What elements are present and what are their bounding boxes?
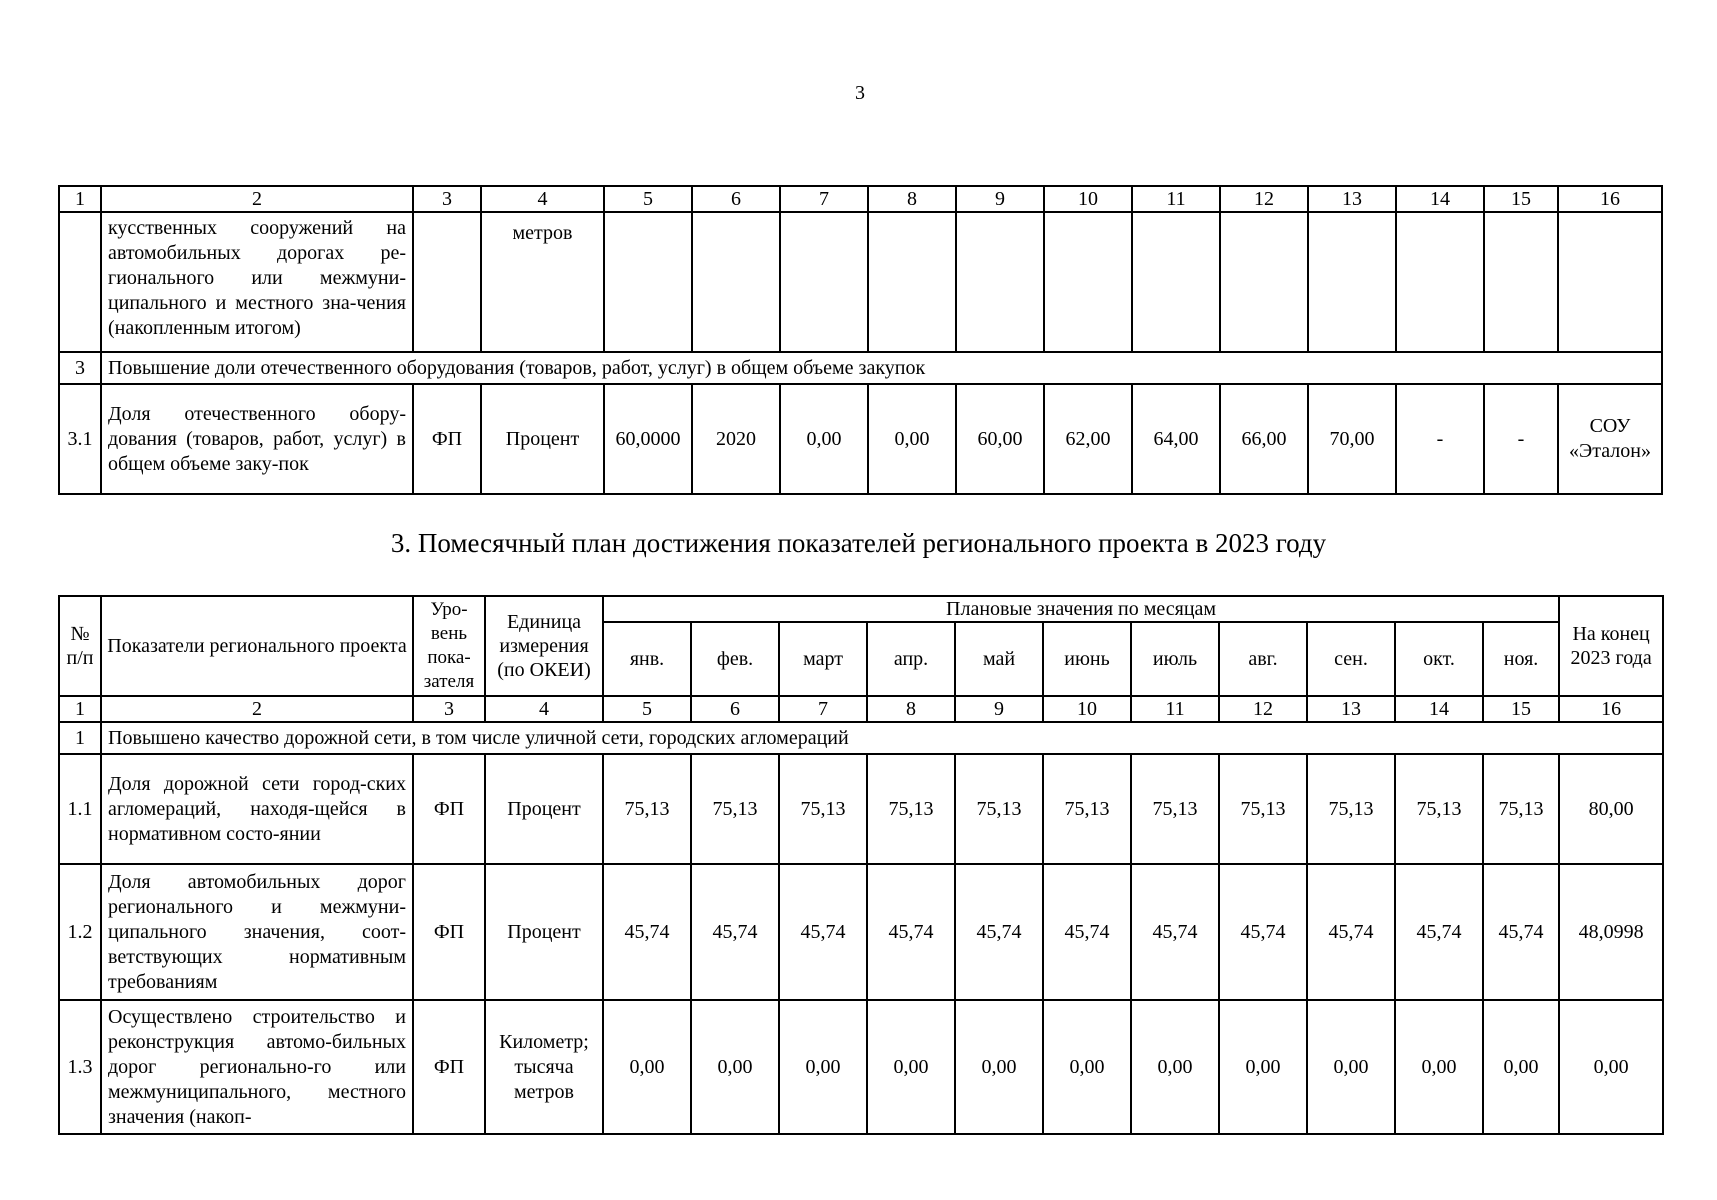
- value-cell: 45,74: [1483, 864, 1559, 1000]
- value-cell: 66,00: [1220, 384, 1308, 494]
- value-cell: -: [1396, 384, 1484, 494]
- column-number: 4: [485, 696, 603, 722]
- unit-cell: Километр; тысяча метров: [485, 1000, 603, 1134]
- row-number: 3.1: [59, 384, 101, 494]
- column-number: 10: [1043, 696, 1131, 722]
- indicator-name: Доля отечественного обору-дования (товаров, работ, услуг) в общем объеме заку-пок: [101, 384, 413, 494]
- column-number: 4: [481, 186, 604, 212]
- value-cell: 45,74: [691, 864, 779, 1000]
- level-cell: ФП: [413, 384, 481, 494]
- value-cell: 45,74: [867, 864, 955, 1000]
- table-row: [59, 212, 1662, 352]
- column-number: 3: [413, 186, 481, 212]
- indicator-name: Доля автомобильных дорог регионального и межмуни-ципального значения, соот-ветствующих нормативным требованиям: [101, 864, 413, 1000]
- row-number: 1.1: [59, 754, 101, 864]
- level-cell: ФП: [413, 864, 485, 1000]
- column-number: 8: [868, 186, 956, 212]
- header-indicator: Показатели регионального проекта: [101, 596, 413, 696]
- level-cell: ФП: [413, 1000, 485, 1134]
- month-header: фев.: [691, 622, 779, 696]
- value-cell: 0,00: [1043, 1000, 1131, 1134]
- value-cell: 0,00: [780, 384, 868, 494]
- table-row: [59, 384, 1662, 494]
- value-cell: 75,13: [955, 754, 1043, 864]
- value-cell: 0,00: [868, 384, 956, 494]
- unit-cell: метров: [481, 212, 604, 352]
- header-planned: Плановые значения по месяцам: [603, 596, 1559, 622]
- value-cell: 75,13: [1043, 754, 1131, 864]
- column-number: 1: [59, 696, 101, 722]
- month-header: авг.: [1219, 622, 1307, 696]
- column-number: 1: [59, 186, 101, 212]
- month-header: сен.: [1307, 622, 1395, 696]
- month-header: окт.: [1395, 622, 1483, 696]
- row-number: 1.3: [59, 1000, 101, 1134]
- unit-cell: Процент: [485, 864, 603, 1000]
- column-number: 2: [101, 186, 413, 212]
- section-row: [59, 722, 1663, 754]
- end-of-year-cell: 80,00: [1559, 754, 1663, 864]
- column-number: 12: [1219, 696, 1307, 722]
- month-header: июль: [1131, 622, 1219, 696]
- section-row: [59, 352, 1662, 384]
- column-number: 3: [413, 696, 485, 722]
- header-level: Уро-вень пока-зателя: [413, 596, 485, 696]
- unit-cell: Процент: [485, 754, 603, 864]
- column-number: 5: [604, 186, 692, 212]
- value-cell: 0,00: [1483, 1000, 1559, 1134]
- table-row: [59, 1000, 1663, 1134]
- column-number: 7: [780, 186, 868, 212]
- value-cell: 45,74: [1131, 864, 1219, 1000]
- unit-cell: Процент: [481, 384, 604, 494]
- value-cell: 45,74: [1395, 864, 1483, 1000]
- column-number: 14: [1395, 696, 1483, 722]
- value-cell: 45,74: [1043, 864, 1131, 1000]
- value-cell: 0,00: [1307, 1000, 1395, 1134]
- value-cell: 45,74: [1219, 864, 1307, 1000]
- value-cell: 0,00: [603, 1000, 691, 1134]
- month-header: ноя.: [1483, 622, 1559, 696]
- column-number: 6: [691, 696, 779, 722]
- month-header: июнь: [1043, 622, 1131, 696]
- column-number: 5: [603, 696, 691, 722]
- value-cell: 75,13: [603, 754, 691, 864]
- section-title: Повышено качество дорожной сети, в том числе уличной сети, городских агломераций: [101, 722, 1663, 754]
- column-number: 15: [1484, 186, 1558, 212]
- section-title: Повышение доли отечественного оборудования (товаров, работ, услуг) в общем объеме закупок: [101, 352, 1662, 384]
- value-cell: 0,00: [691, 1000, 779, 1134]
- value-cell: 75,13: [691, 754, 779, 864]
- column-number: 8: [867, 696, 955, 722]
- column-number: 6: [692, 186, 780, 212]
- value-cell: 0,00: [867, 1000, 955, 1134]
- header-end-of-year: На конец 2023 года: [1559, 596, 1663, 696]
- month-header: янв.: [603, 622, 691, 696]
- month-header: март: [779, 622, 867, 696]
- column-number-row: [59, 186, 1662, 212]
- end-of-year-cell: 0,00: [1559, 1000, 1663, 1134]
- value-cell: 60,00: [956, 384, 1044, 494]
- column-number: 16: [1559, 696, 1663, 722]
- value-cell: 45,74: [1307, 864, 1395, 1000]
- header-unit: Единица измерения (по ОКЕИ): [485, 596, 603, 696]
- section-number: 1: [59, 722, 101, 754]
- value-cell: 75,13: [779, 754, 867, 864]
- value-cell: 75,13: [1395, 754, 1483, 864]
- value-cell: 75,13: [867, 754, 955, 864]
- value-cell: 45,74: [779, 864, 867, 1000]
- row-number: 1.2: [59, 864, 101, 1000]
- value-cell: -: [1484, 384, 1558, 494]
- column-number: 7: [779, 696, 867, 722]
- value-cell: 0,00: [1131, 1000, 1219, 1134]
- indicator-name: кусственных сооружений на автомобильных дорогах ре-гионального или межмуни-ципального и местного зна-чения (накопленным итогом): [101, 212, 413, 352]
- value-cell: 45,74: [955, 864, 1043, 1000]
- column-number: 14: [1396, 186, 1484, 212]
- value-cell: 62,00: [1044, 384, 1132, 494]
- value-cell: 75,13: [1307, 754, 1395, 864]
- header-row: [59, 596, 1663, 622]
- indicator-name: Доля дорожной сети город-ских агломераций, находя-щейся в нормативном состо-янии: [101, 754, 413, 864]
- value-cell: 0,00: [955, 1000, 1043, 1134]
- table-row: [59, 864, 1663, 1000]
- value-cell: 64,00: [1132, 384, 1220, 494]
- page-number: 3: [855, 82, 865, 104]
- column-number: 11: [1131, 696, 1219, 722]
- column-number: 9: [955, 696, 1043, 722]
- column-number: 12: [1220, 186, 1308, 212]
- column-number: 11: [1132, 186, 1220, 212]
- value-cell: 0,00: [1395, 1000, 1483, 1134]
- value-cell: 75,13: [1483, 754, 1559, 864]
- end-of-year-cell: 48,0998: [1559, 864, 1663, 1000]
- column-number: 13: [1307, 696, 1395, 722]
- value-cell: 2020: [692, 384, 780, 494]
- responsible-cell: СОУ «Эталон»: [1558, 384, 1662, 494]
- column-number: 13: [1308, 186, 1396, 212]
- table-row: [59, 754, 1663, 864]
- value-cell: 70,00: [1308, 384, 1396, 494]
- value-cell: 0,00: [1219, 1000, 1307, 1134]
- header-num: № п/п: [59, 596, 101, 696]
- value-cell: 0,00: [779, 1000, 867, 1134]
- level-cell: ФП: [413, 754, 485, 864]
- indicators-table-continuation: [58, 185, 1663, 495]
- indicator-name: Осуществлено строительство и реконструкция автомо-бильных дорог регионально-го или межмуниципального, местного значения (накоп-: [101, 1000, 413, 1134]
- column-number: 2: [101, 696, 413, 722]
- column-number-row: [59, 696, 1663, 722]
- section-number: 3: [59, 352, 101, 384]
- monthly-plan-table: [58, 595, 1664, 1135]
- column-number: 9: [956, 186, 1044, 212]
- column-number: 10: [1044, 186, 1132, 212]
- value-cell: 60,0000: [604, 384, 692, 494]
- column-number: 15: [1483, 696, 1559, 722]
- value-cell: 75,13: [1219, 754, 1307, 864]
- section-heading: 3. Помесячный план достижения показателей регионального проекта в 2023 году: [390, 528, 1327, 558]
- month-header: май: [955, 622, 1043, 696]
- month-header: апр.: [867, 622, 955, 696]
- column-number: 16: [1558, 186, 1662, 212]
- value-cell: 75,13: [1131, 754, 1219, 864]
- value-cell: 45,74: [603, 864, 691, 1000]
